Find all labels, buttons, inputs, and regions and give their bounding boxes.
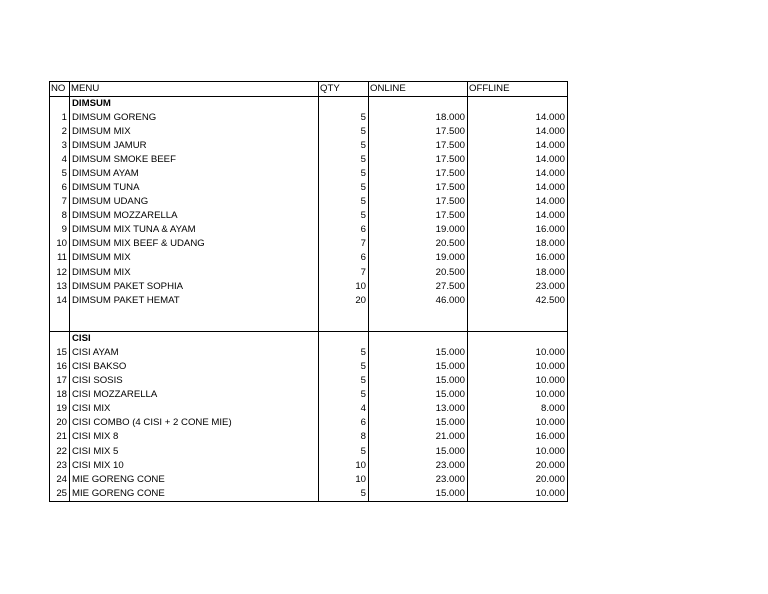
online-price: 15.000 (369, 374, 468, 388)
qty-value: 5 (319, 139, 369, 153)
offline-price: 18.000 (468, 266, 568, 280)
empty-cell (50, 308, 70, 322)
header-row (50, 82, 568, 97)
qty-value: 6 (319, 223, 369, 237)
spacer-row (50, 322, 568, 332)
section-row (50, 332, 568, 347)
online-price: 17.500 (369, 139, 468, 153)
header-offline: OFFLINE (468, 82, 568, 97)
table-row (50, 459, 568, 473)
online-price: 46.000 (369, 294, 468, 308)
table-row (50, 251, 568, 265)
online-price: 17.500 (369, 167, 468, 181)
empty-cell (468, 322, 568, 332)
offline-price: 8.000 (468, 402, 568, 416)
menu-name: DIMSUM GORENG (70, 111, 319, 125)
menu-name: DIMSUM PAKET HEMAT (70, 294, 319, 308)
empty-cell (468, 97, 568, 112)
qty-value: 5 (319, 487, 369, 502)
qty-value: 5 (319, 444, 369, 458)
online-price: 23.000 (369, 459, 468, 473)
online-price: 17.500 (369, 125, 468, 139)
qty-value: 5 (319, 111, 369, 125)
menu-price-table (49, 81, 568, 502)
header-no: NO (50, 82, 70, 97)
offline-price: 20.000 (468, 473, 568, 487)
empty-cell (50, 97, 70, 112)
empty-cell (70, 308, 319, 322)
menu-name: CISI MIX (70, 402, 319, 416)
offline-price: 14.000 (468, 111, 568, 125)
offline-price: 10.000 (468, 388, 568, 402)
row-number: 2 (50, 125, 70, 139)
section-title: CISI (70, 332, 319, 347)
online-price: 18.000 (369, 111, 468, 125)
table-row (50, 195, 568, 209)
menu-name: CISI MIX 5 (70, 444, 319, 458)
offline-price: 23.000 (468, 280, 568, 294)
offline-price: 10.000 (468, 487, 568, 502)
menu-name: CISI AYAM (70, 346, 319, 360)
menu-name: DIMSUM SMOKE BEEF (70, 153, 319, 167)
offline-price: 14.000 (468, 125, 568, 139)
empty-cell (319, 308, 369, 322)
section-row (50, 97, 568, 112)
row-number: 8 (50, 209, 70, 223)
table-row (50, 374, 568, 388)
table-row (50, 181, 568, 195)
row-number: 5 (50, 167, 70, 181)
empty-cell (319, 97, 369, 112)
row-number: 4 (50, 153, 70, 167)
offline-price: 14.000 (468, 139, 568, 153)
qty-value: 10 (319, 473, 369, 487)
table-row (50, 402, 568, 416)
menu-name: DIMSUM AYAM (70, 167, 319, 181)
qty-value: 5 (319, 167, 369, 181)
online-price: 15.000 (369, 416, 468, 430)
table-row (50, 125, 568, 139)
qty-value: 10 (319, 459, 369, 473)
menu-name: DIMSUM MOZZARELLA (70, 209, 319, 223)
row-number: 22 (50, 444, 70, 458)
offline-price: 20.000 (468, 459, 568, 473)
online-price: 27.500 (369, 280, 468, 294)
qty-value: 5 (319, 388, 369, 402)
online-price: 15.000 (369, 346, 468, 360)
qty-value: 7 (319, 237, 369, 251)
table-row (50, 139, 568, 153)
qty-value: 5 (319, 125, 369, 139)
table-row (50, 444, 568, 458)
menu-name: DIMSUM MIX (70, 125, 319, 139)
row-number: 3 (50, 139, 70, 153)
empty-cell (369, 308, 468, 322)
row-number: 7 (50, 195, 70, 209)
header-menu: MENU (70, 82, 319, 97)
table-row (50, 360, 568, 374)
offline-price: 10.000 (468, 416, 568, 430)
spacer-row (50, 308, 568, 322)
qty-value: 4 (319, 402, 369, 416)
online-price: 17.500 (369, 181, 468, 195)
offline-price: 16.000 (468, 430, 568, 444)
qty-value: 6 (319, 251, 369, 265)
offline-price: 18.000 (468, 237, 568, 251)
online-price: 17.500 (369, 209, 468, 223)
table-row (50, 266, 568, 280)
row-number: 24 (50, 473, 70, 487)
empty-cell (50, 322, 70, 332)
offline-price: 10.000 (468, 374, 568, 388)
table-row (50, 223, 568, 237)
empty-cell (468, 332, 568, 347)
row-number: 16 (50, 360, 70, 374)
qty-value: 10 (319, 280, 369, 294)
offline-price: 10.000 (468, 346, 568, 360)
empty-cell (369, 332, 468, 347)
offline-price: 16.000 (468, 251, 568, 265)
menu-name: MIE GORENG CONE (70, 473, 319, 487)
row-number: 14 (50, 294, 70, 308)
row-number: 11 (50, 251, 70, 265)
online-price: 23.000 (369, 473, 468, 487)
menu-name: CISI SOSIS (70, 374, 319, 388)
empty-cell (319, 332, 369, 347)
table-row (50, 237, 568, 251)
row-number: 19 (50, 402, 70, 416)
row-number: 21 (50, 430, 70, 444)
table-row (50, 430, 568, 444)
empty-cell (50, 332, 70, 347)
empty-cell (70, 322, 319, 332)
online-price: 17.500 (369, 153, 468, 167)
menu-name: DIMSUM UDANG (70, 195, 319, 209)
offline-price: 14.000 (468, 181, 568, 195)
offline-price: 14.000 (468, 209, 568, 223)
online-price: 15.000 (369, 444, 468, 458)
row-number: 10 (50, 237, 70, 251)
qty-value: 5 (319, 374, 369, 388)
table-row (50, 416, 568, 430)
table-row (50, 111, 568, 125)
table-row (50, 388, 568, 402)
menu-name: DIMSUM MIX BEEF & UDANG (70, 237, 319, 251)
row-number: 23 (50, 459, 70, 473)
table-row (50, 280, 568, 294)
header-online: ONLINE (369, 82, 468, 97)
online-price: 15.000 (369, 388, 468, 402)
row-number: 1 (50, 111, 70, 125)
table-row (50, 473, 568, 487)
online-price: 20.500 (369, 237, 468, 251)
offline-price: 10.000 (468, 444, 568, 458)
online-price: 19.000 (369, 251, 468, 265)
menu-name: DIMSUM MIX (70, 266, 319, 280)
row-number: 17 (50, 374, 70, 388)
table-row (50, 209, 568, 223)
row-number: 12 (50, 266, 70, 280)
online-price: 20.500 (369, 266, 468, 280)
menu-name: DIMSUM MIX (70, 251, 319, 265)
qty-value: 5 (319, 195, 369, 209)
section-title: DIMSUM (70, 97, 319, 112)
offline-price: 14.000 (468, 167, 568, 181)
online-price: 15.000 (369, 360, 468, 374)
table-body (50, 97, 568, 502)
offline-price: 14.000 (468, 153, 568, 167)
table-row (50, 487, 568, 502)
empty-cell (369, 322, 468, 332)
menu-name: DIMSUM JAMUR (70, 139, 319, 153)
menu-name: CISI MOZZARELLA (70, 388, 319, 402)
qty-value: 5 (319, 360, 369, 374)
row-number: 20 (50, 416, 70, 430)
menu-name: CISI MIX 10 (70, 459, 319, 473)
offline-price: 14.000 (468, 195, 568, 209)
online-price: 21.000 (369, 430, 468, 444)
offline-price: 42.500 (468, 294, 568, 308)
row-number: 15 (50, 346, 70, 360)
qty-value: 5 (319, 209, 369, 223)
row-number: 18 (50, 388, 70, 402)
menu-name: DIMSUM MIX TUNA & AYAM (70, 223, 319, 237)
empty-cell (369, 97, 468, 112)
row-number: 9 (50, 223, 70, 237)
menu-name: DIMSUM TUNA (70, 181, 319, 195)
qty-value: 5 (319, 153, 369, 167)
row-number: 25 (50, 487, 70, 502)
offline-price: 10.000 (468, 360, 568, 374)
qty-value: 8 (319, 430, 369, 444)
online-price: 17.500 (369, 195, 468, 209)
qty-value: 6 (319, 416, 369, 430)
table-row (50, 346, 568, 360)
table-row (50, 153, 568, 167)
qty-value: 20 (319, 294, 369, 308)
menu-name: DIMSUM PAKET SOPHIA (70, 280, 319, 294)
menu-name: CISI COMBO (4 CISI + 2 CONE MIE) (70, 416, 319, 430)
qty-value: 5 (319, 346, 369, 360)
online-price: 19.000 (369, 223, 468, 237)
menu-name: MIE GORENG CONE (70, 487, 319, 502)
row-number: 6 (50, 181, 70, 195)
qty-value: 7 (319, 266, 369, 280)
empty-cell (468, 308, 568, 322)
online-price: 15.000 (369, 487, 468, 502)
qty-value: 5 (319, 181, 369, 195)
header-qty: QTY (319, 82, 369, 97)
menu-name: CISI BAKSO (70, 360, 319, 374)
row-number: 13 (50, 280, 70, 294)
table-row (50, 294, 568, 308)
empty-cell (319, 322, 369, 332)
offline-price: 16.000 (468, 223, 568, 237)
table-row (50, 167, 568, 181)
online-price: 13.000 (369, 402, 468, 416)
menu-name: CISI MIX 8 (70, 430, 319, 444)
